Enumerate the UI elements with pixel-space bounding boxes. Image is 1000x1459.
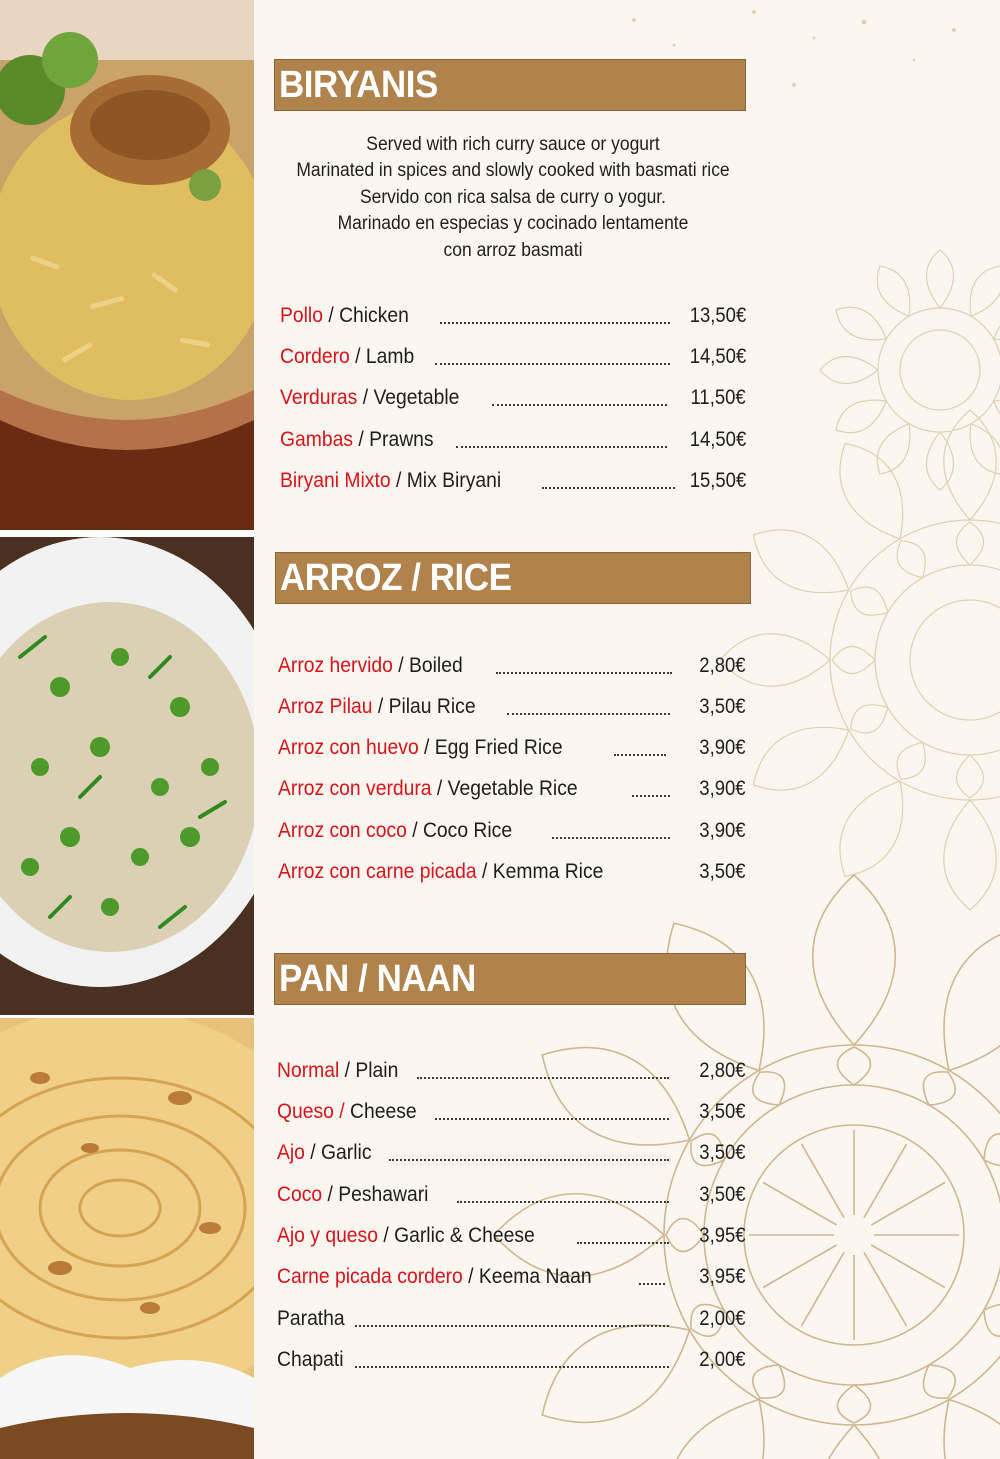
item-name-es: Verduras bbox=[280, 386, 358, 409]
item-name-en: / Garlic bbox=[304, 1141, 372, 1164]
dot-leader bbox=[435, 363, 670, 365]
item-name-en: / Vegetable Rice bbox=[431, 777, 578, 800]
item-name-es: Normal bbox=[277, 1059, 340, 1082]
menu-item bbox=[280, 300, 746, 332]
section-title: BIRYANIS bbox=[279, 64, 438, 106]
item-name-en: / Peshawari bbox=[322, 1183, 429, 1206]
item-name-es: Arroz Pilau bbox=[278, 695, 373, 718]
item-name-es: Queso / bbox=[277, 1100, 345, 1123]
item-price: 3,50€ bbox=[699, 860, 746, 883]
item-price: 14,50€ bbox=[689, 428, 746, 451]
item-name-es: Arroz hervido bbox=[278, 654, 393, 677]
item-price: 2,80€ bbox=[699, 1059, 746, 1082]
item-price: 15,50€ bbox=[689, 469, 746, 492]
menu-item bbox=[280, 465, 746, 497]
naan-photo bbox=[0, 1018, 254, 1459]
menu-item bbox=[280, 382, 746, 414]
rice-photo bbox=[0, 537, 254, 1015]
item-price: 3,90€ bbox=[699, 819, 746, 842]
item-name-en: / Boiled bbox=[392, 654, 463, 677]
item-name-es: Arroz con carne picada bbox=[278, 860, 477, 883]
item-name-en: Cheese bbox=[344, 1100, 417, 1123]
item-name-es: Pollo bbox=[280, 304, 323, 327]
item-name-en: / Garlic & Cheese bbox=[377, 1224, 535, 1247]
dot-leader bbox=[355, 1366, 669, 1368]
item-name-en: / Kemma Rice bbox=[476, 860, 604, 883]
item-name-es: Coco bbox=[277, 1183, 323, 1206]
menu-item bbox=[277, 1137, 746, 1169]
dot-leader bbox=[552, 837, 670, 839]
item-name-en: / Chicken bbox=[322, 304, 409, 327]
item-price: 3,90€ bbox=[699, 777, 746, 800]
dot-leader bbox=[492, 404, 667, 406]
item-name-es: Biryani Mixto bbox=[280, 469, 391, 492]
item-name-en: / Keema Naan bbox=[462, 1265, 592, 1288]
description-line: Served with rich curry sauce or yogurt bbox=[366, 134, 660, 155]
item-price: 3,90€ bbox=[699, 736, 746, 759]
dot-leader bbox=[496, 672, 672, 674]
menu-item bbox=[277, 1220, 746, 1252]
description-line: Marinado en especias y cocinado lentamente bbox=[337, 213, 689, 235]
dot-leader bbox=[542, 487, 675, 489]
item-name-en: / Vegetable bbox=[357, 386, 460, 409]
menu-item bbox=[277, 1096, 746, 1128]
section-title: PAN / NAAN bbox=[279, 958, 476, 1000]
dot-leader bbox=[507, 713, 670, 715]
menu-item bbox=[277, 1344, 746, 1376]
menu-item bbox=[278, 815, 746, 847]
item-name-es: Gambas bbox=[280, 428, 354, 451]
menu-item bbox=[277, 1303, 746, 1335]
item-price: 2,80€ bbox=[699, 654, 746, 677]
photo-divider bbox=[0, 530, 254, 537]
item-name-en: Paratha bbox=[277, 1307, 345, 1330]
menu-item bbox=[280, 424, 746, 456]
item-name-es: Ajo bbox=[277, 1141, 305, 1164]
item-price: 11,50€ bbox=[690, 386, 746, 409]
item-price: 14,50€ bbox=[689, 345, 746, 368]
dot-leader bbox=[440, 322, 670, 324]
biryanis-description bbox=[293, 132, 733, 264]
item-price: 3,50€ bbox=[699, 1100, 746, 1123]
description-line: Marinated in spices and slowly cooked with basmati rice bbox=[296, 160, 730, 182]
menu-item bbox=[277, 1055, 746, 1087]
dot-leader bbox=[435, 1118, 669, 1120]
menu-item bbox=[278, 856, 746, 888]
item-name-en: / Plain bbox=[339, 1059, 399, 1082]
item-name-es: Arroz con coco bbox=[278, 819, 407, 842]
item-price: 13,50€ bbox=[689, 304, 746, 327]
dot-leader bbox=[577, 1242, 669, 1244]
item-price: 3,95€ bbox=[699, 1265, 746, 1288]
item-name-en: / Prawns bbox=[353, 428, 434, 451]
dot-leader bbox=[389, 1159, 669, 1161]
item-name-en: / Pilau Rice bbox=[372, 695, 476, 718]
dot-leader bbox=[417, 1077, 669, 1079]
item-name-es: Cordero bbox=[280, 345, 350, 368]
menu-item bbox=[278, 650, 746, 682]
biryani-photo bbox=[0, 0, 254, 530]
dot-leader bbox=[456, 446, 667, 448]
item-price: 3,95€ bbox=[699, 1224, 746, 1247]
item-name-en: / Mix Biryani bbox=[390, 469, 502, 492]
item-price: 2,00€ bbox=[699, 1307, 746, 1330]
description-line: con arroz basmati bbox=[443, 239, 583, 261]
item-name-es: Arroz con huevo bbox=[278, 736, 419, 759]
item-name-es: Carne picada cordero bbox=[277, 1265, 463, 1288]
item-price: 3,50€ bbox=[699, 1141, 746, 1164]
section-header-biryanis bbox=[274, 59, 746, 111]
menu-item bbox=[277, 1179, 746, 1211]
item-price: 3,50€ bbox=[699, 1183, 746, 1206]
item-name-en: / Coco Rice bbox=[406, 819, 513, 842]
item-price: 3,50€ bbox=[699, 695, 746, 718]
item-name-en: / Lamb bbox=[349, 345, 415, 368]
section-title: ARROZ / RICE bbox=[280, 557, 512, 599]
menu-item bbox=[277, 1261, 746, 1293]
section-header-rice bbox=[275, 552, 751, 604]
dot-leader bbox=[355, 1325, 669, 1327]
item-price: 2,00€ bbox=[699, 1348, 746, 1371]
item-name-es: Arroz con verdura bbox=[278, 777, 432, 800]
item-name-en: Chapati bbox=[277, 1348, 344, 1371]
item-name-en: / Egg Fried Rice bbox=[418, 736, 563, 759]
menu-item bbox=[280, 341, 746, 373]
dot-leader bbox=[614, 754, 666, 756]
section-header-naan bbox=[274, 953, 746, 1005]
menu-item bbox=[278, 691, 746, 723]
dot-leader bbox=[632, 795, 670, 797]
dot-leader bbox=[457, 1201, 669, 1203]
description-line: Servido con rica salsa de curry o yogur. bbox=[359, 186, 667, 208]
menu-item bbox=[278, 773, 746, 805]
item-name-es: Ajo y queso bbox=[277, 1224, 378, 1247]
dot-leader bbox=[639, 1283, 665, 1285]
menu-item bbox=[278, 732, 746, 764]
